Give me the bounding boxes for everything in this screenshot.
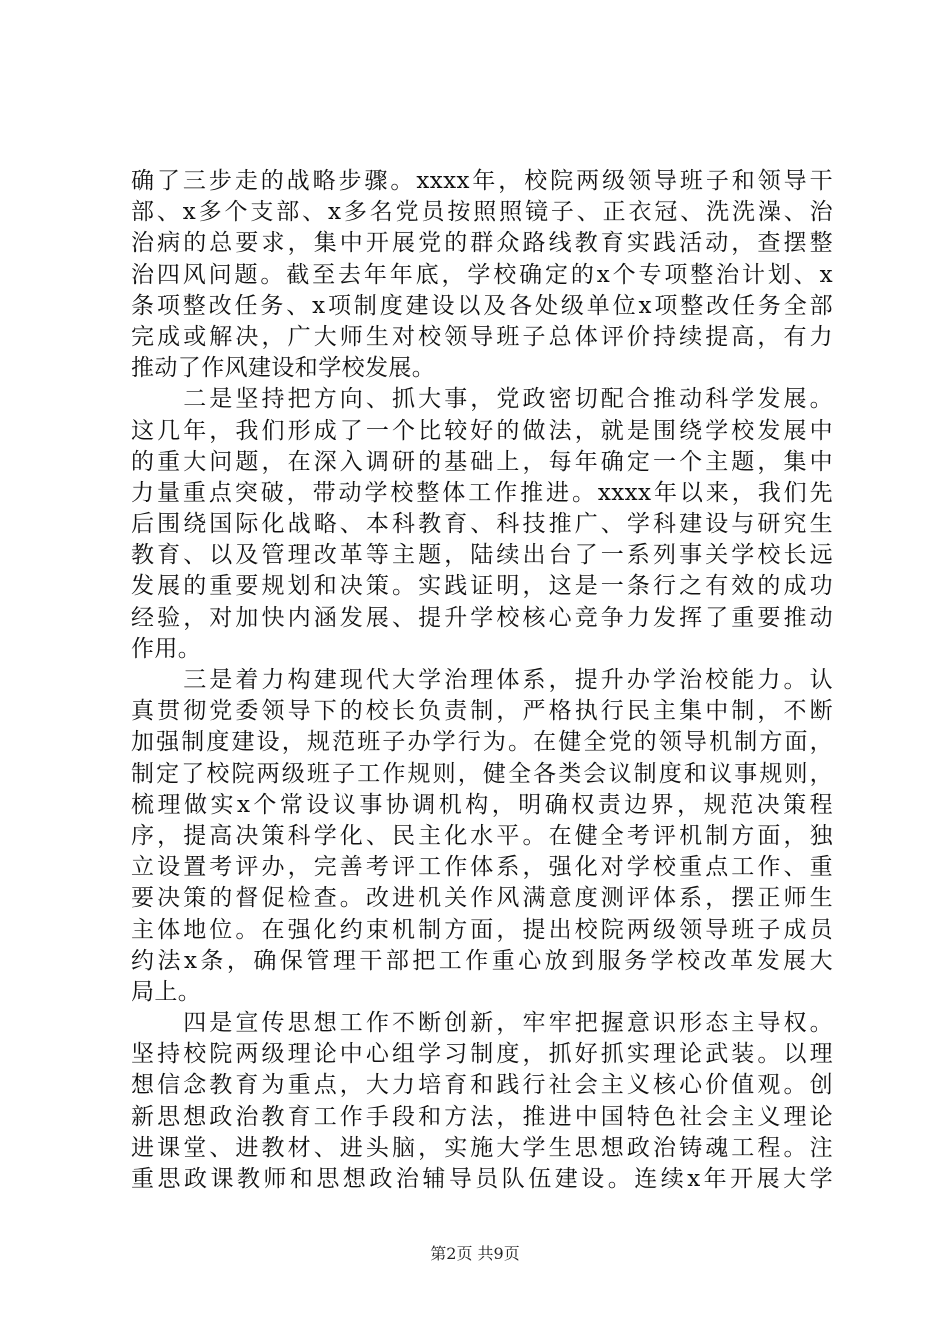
text-line: 局上。	[131, 978, 202, 1005]
text-line: 新思想政治教育工作手段和方法，推进中国特色社会主义理论	[131, 1103, 833, 1130]
text-line: 发展的重要规划和决策。实践证明，这是一条行之有效的成功	[131, 573, 833, 600]
text-line: 要决策的督促检查。改进机关作风满意度测评体系，摆正师生	[131, 885, 833, 912]
text-line: 推动了作风建设和学校发展。	[131, 355, 436, 382]
text-line: 经验，对加快内涵发展、提升学校核心竞争力发挥了重要推动	[131, 604, 833, 631]
text-line: 后围绕国际化战略、本科教育、科技推广、学科建设与研究生	[131, 511, 833, 538]
text-line: 加强制度建设，规范班子办学行为。在健全党的领导机制方面，	[131, 729, 833, 756]
page-footer: 第2页 共9页	[430, 1244, 520, 1263]
text-line: 制定了校院两级班子工作规则，健全各类会议制度和议事规则，	[131, 760, 833, 787]
text-line: 完成或解决，广大师生对校领导班子总体评价持续提高，有力	[131, 323, 833, 350]
text-line: 序，提高决策科学化、民主化水平。在健全考评机制方面，独	[131, 822, 833, 849]
text-line: 治四风问题。截至去年年底，学校确定的x个专项整治计划、x	[131, 261, 833, 288]
text-line: 真贯彻党委领导下的校长负责制，严格执行民主集中制，不断	[131, 698, 833, 725]
text-line: 作用。	[131, 635, 202, 662]
text-line: 力量重点突破，带动学校整体工作推进。xxxx年以来，我们先	[131, 479, 833, 506]
text-line: 这几年，我们形成了一个比较好的做法，就是围绕学校发展中	[131, 417, 833, 444]
text-line: 治病的总要求，集中开展党的群众路线教育实践活动，查摆整	[131, 230, 833, 257]
text-line: 重思政课教师和思想政治辅导员队伍建设。连续x年开展大学	[131, 1166, 833, 1192]
text-line: 的重大问题，在深入调研的基础上，每年确定一个主题，集中	[131, 448, 833, 475]
text-line: 教育、以及管理改革等主题，陆续出台了一系列事关学校长远	[131, 542, 833, 569]
text-line: 三是着力构建现代大学治理体系，提升办学治校能力。认	[131, 667, 833, 693]
text-line: 二是坚持把方向、抓大事，党政密切配合推动科学发展。	[131, 386, 833, 413]
text-line: 主体地位。在强化约束机制方面，提出校院两级领导班子成员	[131, 916, 833, 943]
text-line: 条项整改任务、x项制度建设以及各处级单位x项整改任务全部	[131, 292, 833, 319]
text-line: 四是宣传思想工作不断创新，牢牢把握意识形态主导权。	[131, 1010, 833, 1037]
body-text	[131, 166, 833, 1195]
text-line: 进课堂、进教材、进头脑，实施大学生思想政治铸魂工程。注	[131, 1134, 833, 1161]
text-line: 部、x多个支部、x多名党员按照照镜子、正衣冠、洗洗澡、治	[131, 199, 833, 226]
text-line: 约法x条，确保管理干部把工作重心放到服务学校改革发展大	[131, 947, 833, 974]
text-line: 想信念教育为重点，大力培育和践行社会主义核心价值观。创	[131, 1072, 833, 1099]
text-line: 坚持校院两级理论中心组学习制度，抓好抓实理论武装。以理	[131, 1041, 833, 1068]
text-line: 确了三步走的战略步骤。xxxx年，校院两级领导班子和领导干	[131, 168, 833, 194]
text-line: 梳理做实x个常设议事协调机构，明确权责边界，规范决策程	[131, 791, 833, 818]
text-line: 立设置考评办，完善考评工作体系，强化对学校重点工作、重	[131, 854, 833, 881]
